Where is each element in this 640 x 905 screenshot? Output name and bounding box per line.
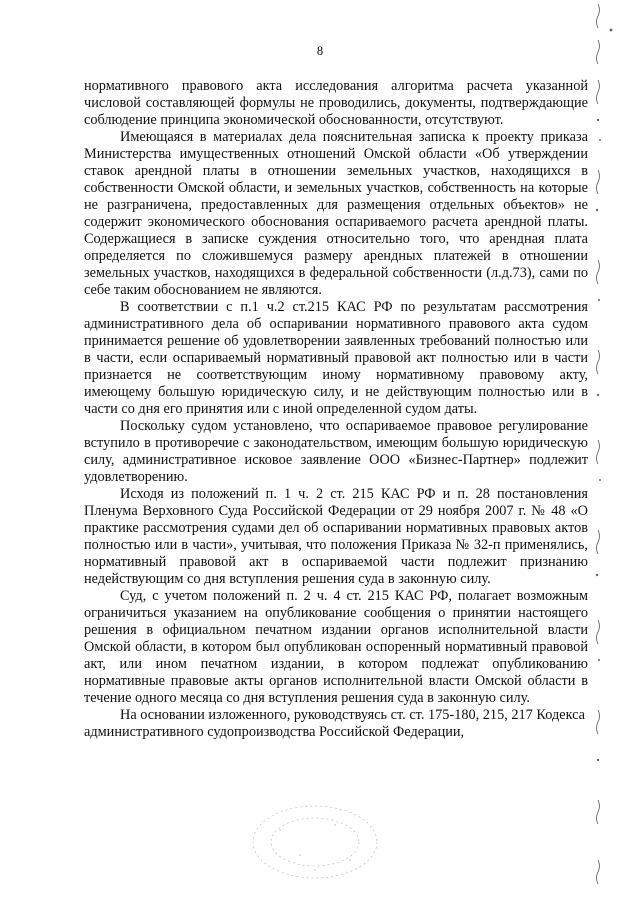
paragraph-4: Поскольку судом установлено, что оспариваемое правовое регулирование вступило в противоречие с законодательством, имеющим большую юридическую силу, административное исковое заявление ООО «Бизнес-Партнер» подлежит удовлетворению. — [84, 418, 588, 485]
paragraph-3: В соответствии с п.1 ч.2 ст.215 КАС РФ по результатам рассмотрения административного дела об оспаривании нормативного правового акта судом принимается решение об удовлетворении заявленных требований полностью или в части, если оспариваемый нормативный правовой акт полностью или в части признается не соответствующим иному нормативному правовому акту, имеющему большую юридическую силу, и не действующим полностью или в части со дня его принятия или с иной определенной судом даты. — [84, 299, 588, 417]
paragraph-6: Суд, с учетом положений п. 2 ч. 4 ст. 215 КАС РФ, полагает возможным ограничиться указанием на опубликование сообщения о принятии настоящего решения в официальном печатном издании органов исполнительной власти Омской области, в котором был опубликован оспоренный нормативный правовой акт, или ином печатном издании, в котором подлежат опубликованию нормативные правовые акты органов исполнительной власти Омской области в течение одного месяца со дня вступления решения суда в законную силу. — [84, 588, 588, 706]
paragraph-7: На основании изложенного, руководствуясь ст. ст. 175-180, 215, 217 Кодекса административного судопроизводства Российской Федерации, — [84, 707, 586, 740]
page-number: 8 — [316, 44, 324, 58]
paragraph-1: нормативного правового акта исследования алгоритма расчета указанной числовой составляющей формулы не проводились, документы, подтверждающие соблюдение принципа экономической обоснованности, отсутствуют. — [84, 78, 588, 128]
paragraph-2: Имеющаяся в материалах дела пояснительная записка к проекту приказа Министерства имущественных отношений Омской области «Об утверждении ставок арендной платы в отношении земельных участков, находящихся в собственности Омской области, и земельных участков, собственность на которые не разграничена, предоставленных для размещения отдельных объектов» не содержит экономического обоснования оспариваемого расчета арендной платы. Содержащиеся в записке суждения относительно того, что арендная плата определяется по сложившемуся размеру арендных платежей в отношении земельных участков, находящихся в федеральной собственности (л.д.73), сами по себе таким обоснованием не являются. — [84, 129, 588, 298]
paragraph-5: Исходя из положений п. 1 ч. 2 ст. 215 КАС РФ и п. 28 постановления Пленума Верховного Суда Российской Федерации от 29 ноября 2007 г. № 48 «О практике рассмотрения судами дел об оспаривании нормативных правовых актов полностью или в части», учитывая, что положения Приказа № 32-п применялись, нормативный правовой акт в оспариваемой части подлежит признанию недействующим со дня вступления решения суда в законную силу. — [84, 486, 588, 587]
seal-stamp-mark — [240, 800, 390, 885]
document-body — [84, 78, 588, 741]
binding-stamp-marks — [576, 0, 620, 905]
